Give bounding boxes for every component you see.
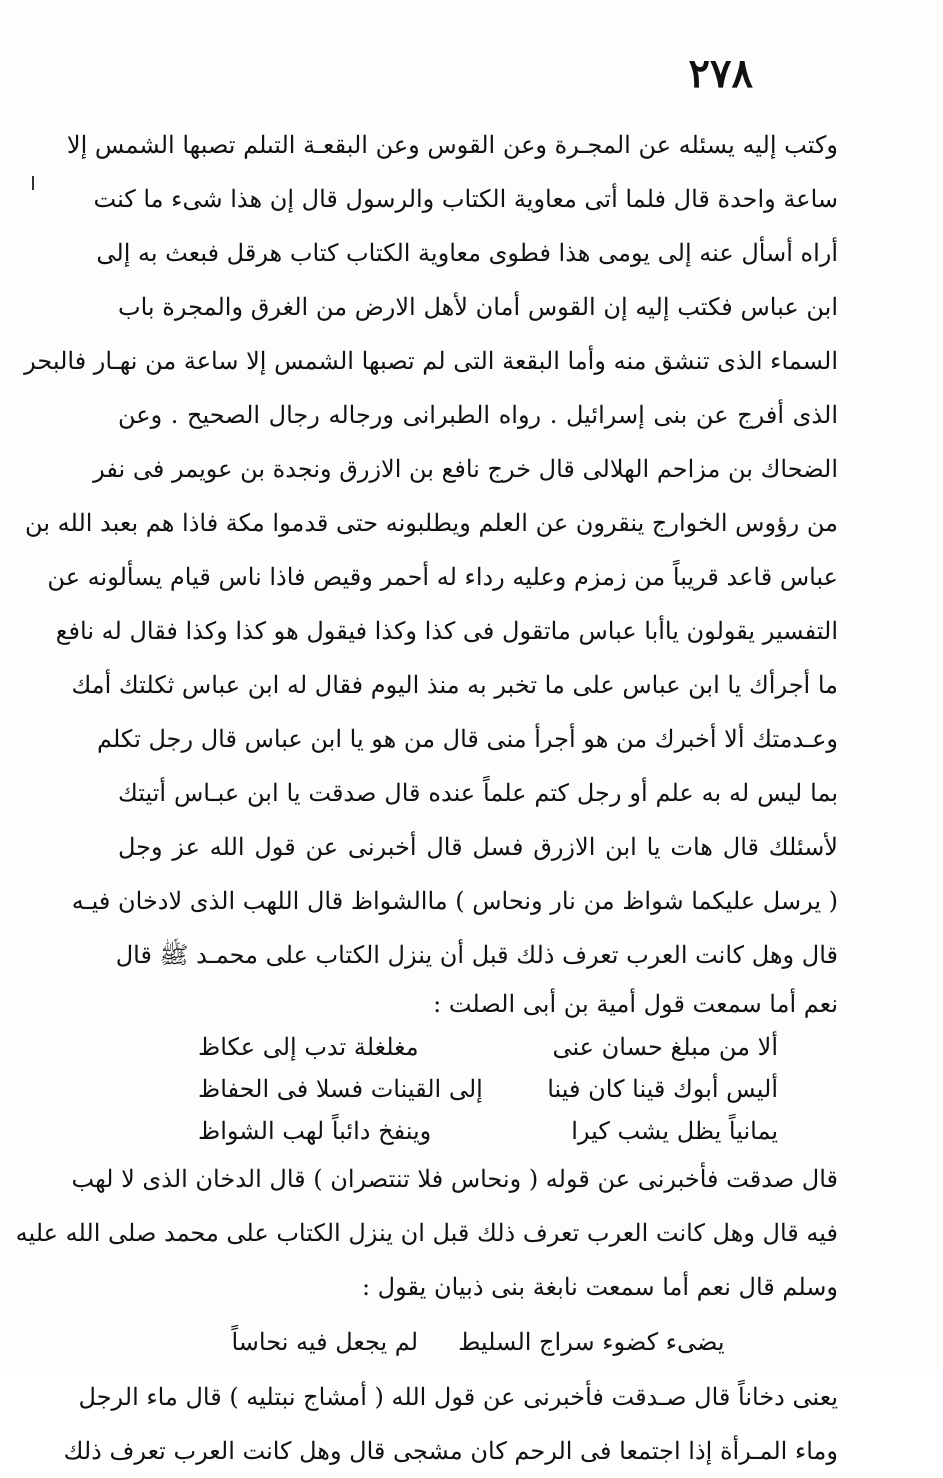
text-line: من رؤوس الخوارج ينقرون عن العلم ويطلبونه حتى قدموا مكة فاذا هم بعبد الله بن (25, 509, 838, 537)
text-line: ساعة واحدة قال فلما أتى معاوية الكتاب والرسول قال إن هذا شىء ما كنت (93, 185, 838, 213)
text-line: ابن عباس فكتب إليه إن القوس أمان لأهل الارض من الغرق والمجرة باب (118, 293, 838, 321)
text-line: فيه قال وهل كانت العرب تعرف ذلك قبل ان ينزل الكتاب على محمد صلى الله عليه (15, 1219, 838, 1247)
text-line: الذى أفرج عن بنى إسرائيل . رواه الطبرانى ورجاله رجال الصحيح . وعن (118, 401, 838, 429)
text-line: لأسئلك قال هات يا ابن الازرق فسل قال أخبرنى عن قول الله عز وجل (118, 833, 838, 861)
paragraph-3 (63, 1370, 838, 1478)
page-body (15, 118, 838, 1478)
text-line: عباس قاعد قريباً من زمزم وعليه رداء له أحمر وقيص فاذا ناس قيام يسألونه عن (47, 563, 838, 591)
poem-verse (198, 1110, 778, 1152)
margin-mark (32, 176, 34, 190)
verse-second-hemistich: مغلغلة تدب إلى عكاظ (198, 1033, 419, 1061)
text-line: أراه أسأل عنه إلى يومى هذا فطوى معاوية الكتاب كتاب هرقل فبعث به إلى (96, 239, 838, 267)
paragraph-1 (24, 118, 838, 1026)
verse-first-hemistich: يضىء كضوء سراج السليط (458, 1328, 725, 1356)
verse-second-hemistich: لم يجعل فيه نحاساً (231, 1328, 419, 1356)
paragraph-2 (15, 1152, 838, 1314)
text-line: ( يرسل عليكما شواظ من نار ونحاس ) ماالشواظ قال اللهب الذى لادخان فيـه (71, 887, 838, 915)
text-line: الضحاك بن مزاحم الهلالى قال خرج نافع بن الازرق ونجدة بن عويمر فى نفر (93, 455, 838, 483)
text-line: نعم أما سمعت قول أمية بن أبى الصلت : (433, 990, 838, 1018)
verse-second-hemistich: إلى القينات فسلا فى الحفاظ (198, 1075, 483, 1103)
text-line: قال وهل كانت العرب تعرف ذلك قبل أن ينزل الكتاب على محمـد ﷺ قال (115, 941, 838, 969)
verse-second-hemistich: وينفخ دائباً لهب الشواظ (198, 1117, 432, 1145)
text-line: السماء الذى تنشق منه وأما البقعة التى لم تصبها الشمس إلا ساعة من نهـار فالبحر (24, 347, 838, 375)
verse-first-hemistich: ألا من مبلغ حسان عنى (552, 1033, 778, 1061)
verse-first-hemistich: يمانياً يظل يشب كيرا (571, 1117, 778, 1145)
text-line: وكتب إليه يسئله عن المجـرة وعن القوس وعن البقعـة التىلم تصبها الشمس إلا (66, 131, 838, 159)
poem-verse (198, 1068, 778, 1110)
text-line: التفسير يقولون ياأبا عباس ماتقول فى كذا وكذا فيقول هو كذا وكذا فقال له نافع (55, 617, 838, 645)
page-number: ٢٧٨ (688, 50, 753, 97)
text-line: بما ليس له به علم أو رجل كتم علماً عنده قال صدقت يا ابن عبـاس أتيتك (118, 779, 838, 807)
text-line: وماء المـرأة إذا اجتمعا فى الرحم كان مشجى قال وهل كانت العرب تعرف ذلك (63, 1437, 838, 1465)
text-line: يعنى دخاناً قال صـدقت فأخبرنى عن قول الله ( أمشاج نبتليه ) قال ماء الرجل (78, 1383, 838, 1411)
text-line: وسلم قال نعم أما سمعت نابغة بنى ذبيان يقول : (361, 1273, 838, 1301)
poem-verse (198, 1026, 778, 1068)
poem-2 (118, 1314, 838, 1370)
text-line: ما أجرأك يا ابن عباس على ما تخبر به منذ اليوم فقال له ابن عباس ثكلتك أمك (71, 671, 838, 699)
text-line: وعـدمتك ألا أخبرك من هو أجرأ منى قال من هو يا ابن عباس قال رجل تكلم (97, 725, 838, 753)
poem-1 (198, 1026, 778, 1152)
verse-first-hemistich: أليس أبوك قينا كان فينا (547, 1075, 778, 1103)
text-line: قال صدقت فأخبرنى عن قوله ( ونحاس فلا تنتصران ) قال الدخان الذى لا لهب (71, 1165, 838, 1193)
